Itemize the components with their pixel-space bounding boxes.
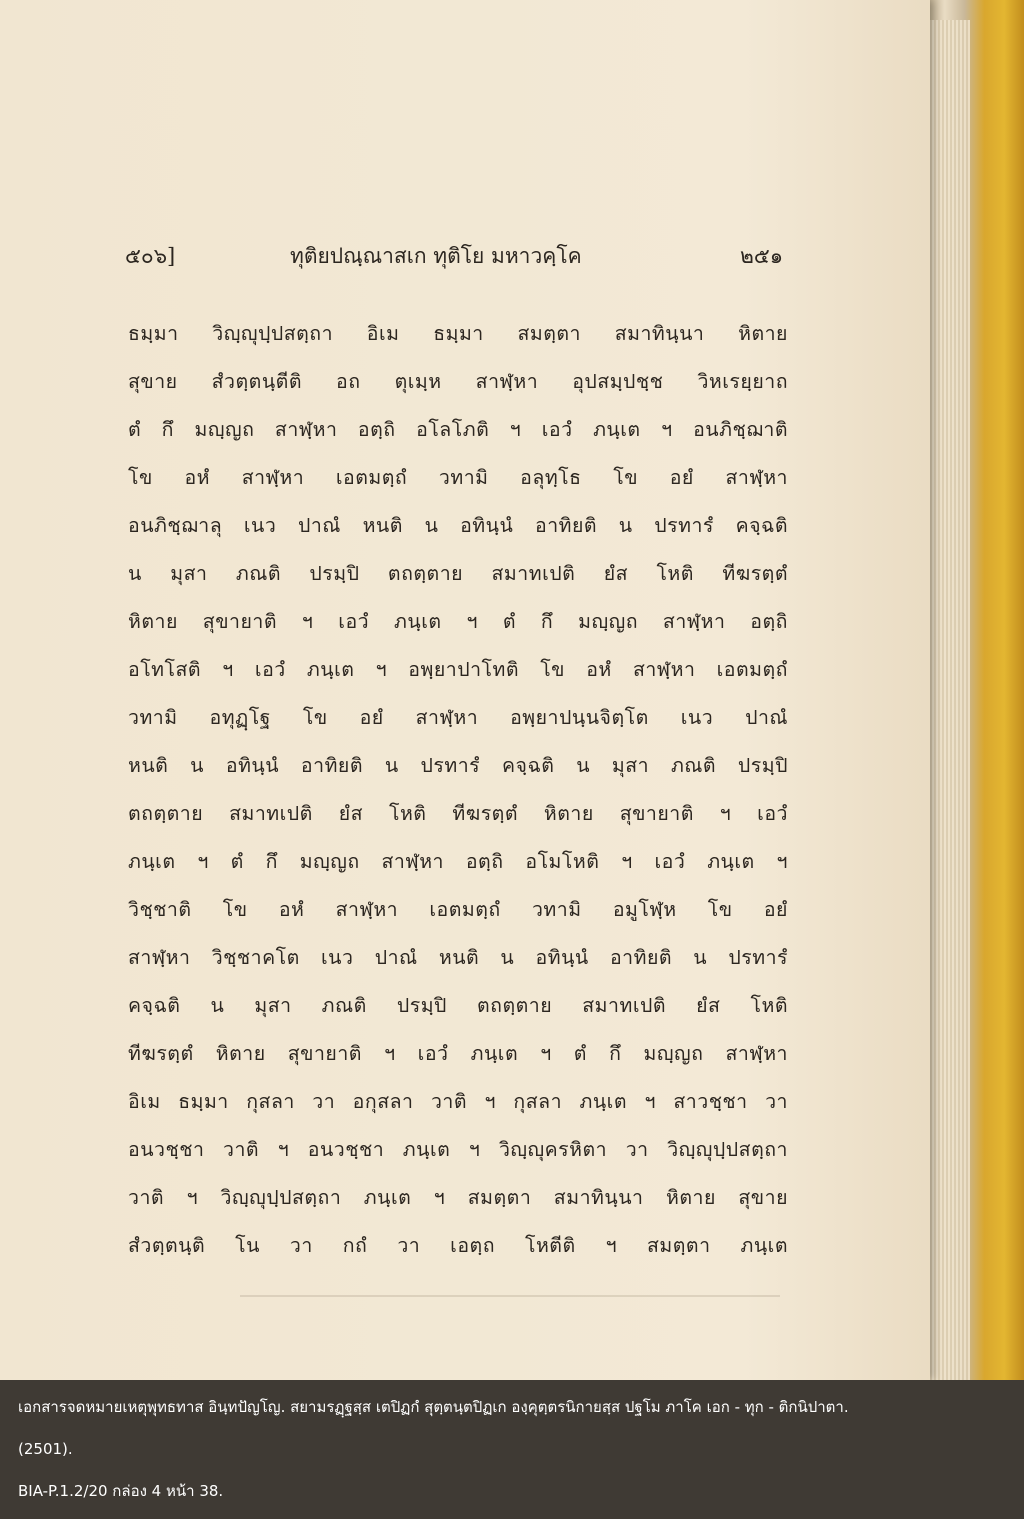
text-line: ตถตฺตาย สมาทเปติ ยํส โหติ ทีฆรตฺตํ หิตาย สุขายาติ ฯ เอวํ [128, 802, 788, 825]
running-title: ทุติยปณฺณาสเก ทุติโย มหาวคฺโค [290, 244, 582, 268]
text-line: ทีฆรตฺตํ หิตาย สุขายาติ ฯ เอวํ ภนฺเต ฯ ตํ กึ มญฺญถ สาฬฺหา [128, 1042, 788, 1065]
caption-title: เอกสารจดหมายเหตุพุทธทาส อินฺทปัญโญ. สยามรฏฺฐสฺส เตปิฏกํ สุตฺตนฺตปิฏเก องฺคุตฺตรนิกายสฺส ปฐโม ภาโค เอก - ทุก - ติกนิปาตา. [18, 1398, 849, 1416]
text-line: อนวชฺชา วาติ ฯ อนวชฺชา ภนฺเต ฯ วิญฺญุครหิตา วา วิญฺญุปฺปสตฺถา [128, 1138, 788, 1161]
caption-year: (2501). [18, 1440, 73, 1458]
text-line: ภนฺเต ฯ ตํ กึ มญฺญถ สาฬฺหา อตฺถิ อโมโหติ ฯ เอวํ ภนฺเต ฯ [128, 850, 788, 873]
page-number: ๒๕๑ [740, 244, 784, 268]
text-line: น มุสา ภณติ ปรมฺปิ ตถตฺตาย สมาทเปติ ยํส โหติ ทีฆรตฺตํ [128, 562, 788, 585]
caption-reference: BIA-P.1.2/20 กล่อง 4 หน้า 38. [18, 1482, 224, 1500]
text-line: อนภิชฺฌาลุ เนว ปาณํ หนติ น อทินฺนํ อาทิยติ น ปรทารํ คจฺฉติ [128, 514, 788, 537]
text-line: วิชฺชาติ โข อหํ สาฬฺหา เอตมตฺถํ วทามิ อมูโฬฺห โข อยํ [128, 898, 788, 921]
text-line: สุขาย สํวตฺตนฺตีติ อถ ตุเมฺห สาฬฺหา อุปสมฺปชฺช วิหเรยฺยาถ [128, 370, 788, 393]
text-line: โข อหํ สาฬฺหา เอตมตฺถํ วทามิ อลุทฺโธ โข อยํ สาฬฺหา [128, 466, 788, 489]
bleed-through-footnote [240, 1295, 780, 1297]
text-line: อโทโสติ ฯ เอวํ ภนฺเต ฯ อพฺยาปาโทติ โข อหํ สาฬฺหา เอตมตฺถํ [128, 658, 788, 681]
section-number: ๕๐๖] [125, 244, 176, 268]
text-line: หนติ น อทินฺนํ อาทิยติ น ปรทารํ คจฺฉติ น มุสา ภณติ ปรมฺปิ [128, 754, 788, 777]
text-line: วาติ ฯ วิญฺญุปฺปสตฺถา ภนฺเต ฯ สมตฺตา สมาทินฺนา หิตาย สุขาย [128, 1186, 788, 1209]
text-line: วทามิ อทุฏฺโฐ โข อยํ สาฬฺหา อพฺยาปนฺนจิตฺโต เนว ปาณํ [128, 706, 788, 729]
running-header [0, 240, 930, 280]
text-line: ตํ กึ มญฺญถ สาฬฺหา อตฺถิ อโลโภติ ฯ เอวํ ภนฺเต ฯ อนภิชฺฌาติ [128, 418, 788, 441]
archive-caption [0, 1380, 1024, 1519]
text-line: สํวตฺตนฺติ โน วา กถํ วา เอตฺถ โหตีติ ฯ สมตฺตา ภนฺเต [128, 1234, 788, 1257]
text-line: หิตาย สุขายาติ ฯ เอวํ ภนฺเต ฯ ตํ กึ มญฺญถ สาฬฺหา อตฺถิ [128, 610, 788, 633]
text-line: สาฬฺหา วิชฺชาคโต เนว ปาณํ หนติ น อทินฺนํ อาทิยติ น ปรทารํ [128, 946, 788, 969]
text-line: คจฺฉติ น มุสา ภณติ ปรมฺปิ ตถตฺตาย สมาทเปติ ยํส โหติ [128, 994, 788, 1017]
text-line: ธมฺมา วิญฺญุปฺปสตฺถา อิเม ธมฺมา สมตฺตา สมาทินฺนา หิตาย [128, 322, 788, 345]
text-line: อิเม ธมฺมา กุสลา วา อกุสลา วาติ ฯ กุสลา ภนฺเต ฯ สาวชฺชา วา [128, 1090, 788, 1113]
